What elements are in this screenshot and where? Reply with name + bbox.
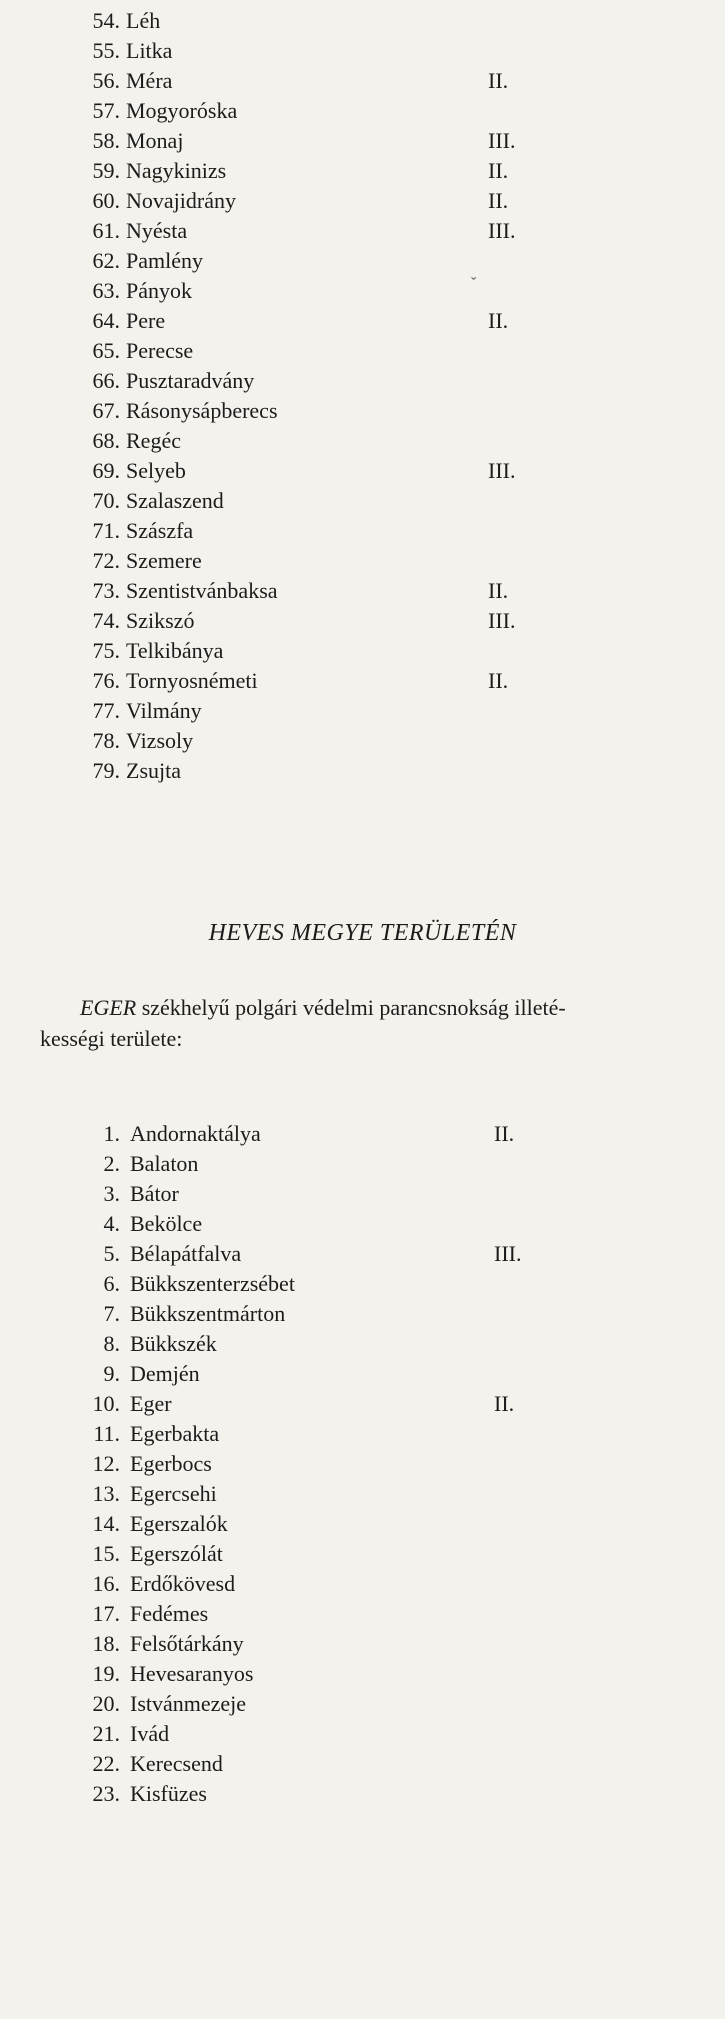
protection-class: II.: [494, 1391, 515, 1416]
settlement-name: Pamlény: [126, 248, 203, 273]
item-number: 63.: [92, 278, 120, 303]
item-number: 4.: [103, 1211, 120, 1236]
settlement-name: Selyeb: [126, 458, 186, 483]
settlement-name: Vizsoly: [126, 728, 194, 753]
settlement-name: Felsőtárkány: [130, 1631, 244, 1656]
item-number: 11.: [93, 1421, 120, 1446]
item-number: 19.: [92, 1661, 120, 1686]
settlement-name: Litka: [126, 38, 173, 63]
protection-class: III.: [494, 1241, 522, 1266]
item-number: 13.: [92, 1481, 120, 1506]
item-number: 20.: [92, 1691, 120, 1716]
section-heading: HEVES MEGYE TERÜLETÉN: [208, 920, 517, 946]
item-number: 67.: [92, 398, 120, 423]
protection-class: II.: [488, 158, 509, 183]
settlement-name: Zsujta: [126, 758, 181, 783]
settlement-name: Szentistvánbaksa: [126, 578, 278, 603]
protection-class: III.: [488, 128, 516, 153]
item-number: 54.: [92, 8, 120, 33]
item-number: 62.: [92, 248, 120, 273]
settlement-name: Bükkszenterzsébet: [130, 1271, 295, 1296]
settlement-name: Fedémes: [130, 1601, 209, 1626]
settlement-name: Perecse: [126, 338, 194, 363]
item-number: 10.: [92, 1391, 120, 1416]
settlement-name: Balaton: [130, 1151, 199, 1176]
item-number: 69.: [92, 458, 120, 483]
settlement-name: Hevesaranyos: [130, 1661, 254, 1686]
item-number: 7.: [103, 1301, 120, 1326]
item-number: 6.: [103, 1271, 120, 1296]
settlement-name: Pere: [126, 308, 166, 333]
settlement-name: Novajidrány: [126, 188, 236, 213]
settlement-name: Szemere: [126, 548, 202, 573]
protection-class: II.: [488, 308, 509, 333]
item-number: 66.: [92, 368, 120, 393]
settlement-name: Kerecsend: [130, 1751, 223, 1776]
item-number: 73.: [92, 578, 120, 603]
item-number: 77.: [92, 698, 120, 723]
item-number: 58.: [92, 128, 120, 153]
item-number: 9.: [103, 1361, 120, 1386]
settlement-name: Demjén: [130, 1361, 200, 1386]
settlement-name: Andornaktálya: [130, 1121, 261, 1146]
item-number: 78.: [92, 728, 120, 753]
item-number: 70.: [92, 488, 120, 513]
intro-line-1-rest: székhelyű polgári védelmi parancsnokság illeté-: [136, 995, 566, 1020]
settlement-name: Telkibánya: [126, 638, 224, 663]
settlement-name: Egerszólát: [130, 1541, 223, 1566]
settlement-name: Szalaszend: [126, 488, 224, 513]
settlement-name: Eger: [130, 1391, 172, 1416]
protection-class: III.: [488, 458, 516, 483]
settlement-name: Regéc: [126, 428, 181, 453]
item-number: 12.: [92, 1451, 120, 1476]
item-number: 15.: [92, 1541, 120, 1566]
item-number: 17.: [92, 1601, 120, 1626]
settlement-name: Tornyosnémeti: [126, 668, 258, 693]
settlement-name: Bátor: [130, 1181, 179, 1206]
item-number: 72.: [92, 548, 120, 573]
settlement-name: Nagykinizs: [126, 158, 227, 183]
settlement-name: Egercsehi: [130, 1481, 217, 1506]
settlement-name: Bekölce: [130, 1211, 203, 1236]
protection-class: II.: [488, 668, 509, 693]
item-number: 74.: [92, 608, 120, 633]
intro-city: EGER: [80, 995, 137, 1020]
item-number: 64.: [92, 308, 120, 333]
settlement-name: Bükkszentmárton: [130, 1301, 286, 1326]
item-number: 60.: [92, 188, 120, 213]
settlement-name: Monaj: [126, 128, 184, 153]
item-number: 68.: [92, 428, 120, 453]
item-number: 16.: [92, 1571, 120, 1596]
item-number: 3.: [103, 1181, 120, 1206]
item-number: 79.: [92, 758, 120, 783]
item-number: 21.: [92, 1721, 120, 1746]
settlement-name: Egerszalók: [130, 1511, 228, 1536]
pencil-tick-mark: ˬ: [471, 263, 477, 280]
settlement-name: Erdőkövesd: [130, 1571, 236, 1596]
section-intro: [40, 992, 722, 1054]
item-number: 23.: [92, 1781, 120, 1806]
item-number: 59.: [92, 158, 120, 183]
item-number: 2.: [103, 1151, 120, 1176]
item-number: 75.: [92, 638, 120, 663]
protection-class: II.: [488, 68, 509, 93]
item-number: 71.: [92, 518, 120, 543]
item-number: 22.: [92, 1751, 120, 1776]
settlement-name: Rásonysápberecs: [126, 398, 278, 423]
protection-class: II.: [488, 578, 509, 603]
item-number: 14.: [92, 1511, 120, 1536]
settlement-name: Szikszó: [126, 608, 195, 633]
protection-class: III.: [488, 218, 516, 243]
item-number: 5.: [103, 1241, 120, 1266]
settlement-name: Egerbocs: [130, 1451, 212, 1476]
settlement-name: Istvánmezeje: [130, 1691, 247, 1716]
settlement-name: Vilmány: [126, 698, 202, 723]
settlement-name: Pányok: [126, 278, 192, 303]
item-number: 56.: [92, 68, 120, 93]
item-number: 8.: [103, 1331, 120, 1356]
item-number: 1.: [103, 1121, 120, 1146]
settlement-name: Méra: [126, 68, 173, 93]
settlement-name: Kisfüzes: [130, 1781, 207, 1806]
settlement-name: Szászfa: [126, 518, 194, 543]
settlement-name: Ivád: [130, 1721, 170, 1746]
intro-line-1: [40, 992, 722, 1023]
settlement-name: Bélapátfalva: [130, 1241, 242, 1266]
item-number: 18.: [92, 1631, 120, 1656]
protection-class: II.: [488, 188, 509, 213]
intro-line-2: kességi területe:: [40, 1026, 183, 1051]
protection-class: II.: [494, 1121, 515, 1146]
settlement-name: Pusztaradvány: [126, 368, 255, 393]
protection-class: III.: [488, 608, 516, 633]
item-number: 65.: [92, 338, 120, 363]
item-number: 57.: [92, 98, 120, 123]
settlement-name: Léh: [126, 8, 161, 33]
settlement-name: Egerbakta: [130, 1421, 220, 1446]
settlement-name: Nyésta: [126, 218, 188, 243]
item-number: 61.: [92, 218, 120, 243]
item-number: 76.: [92, 668, 120, 693]
settlement-name: Mogyoróska: [126, 98, 238, 123]
settlement-name: Bükkszék: [130, 1331, 217, 1356]
item-number: 55.: [92, 38, 120, 63]
